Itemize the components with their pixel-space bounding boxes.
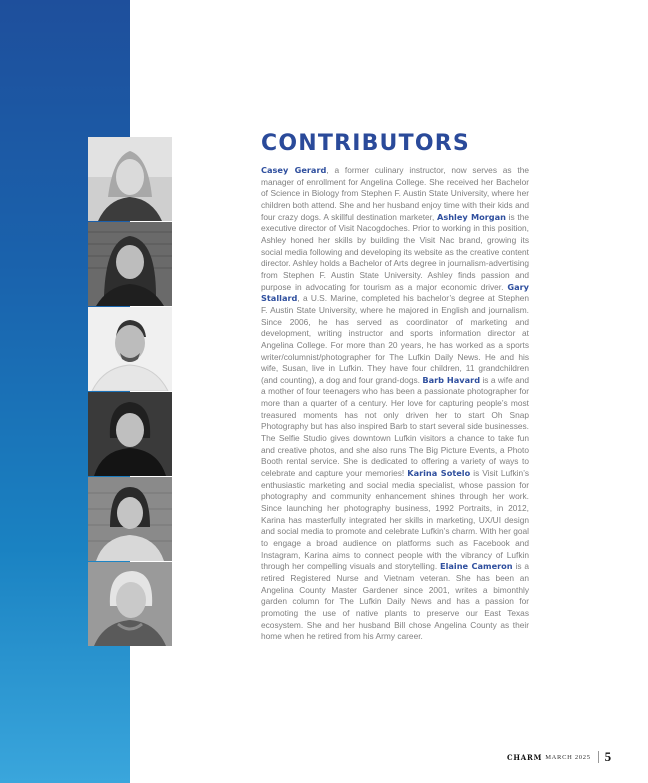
contributor-name-barb-havard: Barb Havard <box>422 374 481 385</box>
contributor-bio-casey-gerard: , a former culinary instructor, now serves as the manager of enrollment for Angelina College. She received her Bachelor of Science in Biology from Stephen F. Austin State University, where her children both attend. She and her husband enjoy time with their kids and four crazy dogs. A skillful destination marketer, <box>261 165 529 222</box>
contributor-name-casey-gerard: Casey Gerard <box>261 165 327 175</box>
contributor-bio-barb-havard: is a wife and a mother of four teenagers who has been a passionate photographer for more than a quarter of a century. Her love for capturing people’s most treasured moments has not only driven her to start Oh Snap Photography but has also inspired Barb to start several side businesses. The Selfie Studio gives downtown Lufkin visitors a chance to take fun and creative photos, and she also runs The Big Picture Events, a Photo Booth rental service. She is dedicated to offering a variety of ways to celebrate and capture your memories! <box>261 374 529 479</box>
contributor-photo-gary-stallard <box>88 307 172 391</box>
contributor-name-karina-sotelo: Karina Sotelo <box>407 468 471 479</box>
contributor-photo-casey-gerard <box>88 137 172 221</box>
contributors-bio-text <box>261 165 529 643</box>
contributor-photo-karina-sotelo <box>88 477 172 561</box>
magazine-brand: CHARM <box>507 752 543 762</box>
contributor-bio-elaine-cameron: is a retired Registered Nurse and Vietnam veteran. She has been an Angelina County Master Gardener since 2001, writes a bimonthly garden column for The Lufkin Daily News and has a passion for promoting the use of native plants to preserve our East Texas ecosystem. She and her husband Bill chose Angelina County as their home when he retired from his Army career. <box>261 561 529 642</box>
page-title: CONTRIBUTORS <box>261 131 470 156</box>
contributor-photo-ashley-morgan <box>88 222 172 306</box>
issue-date: MARCH 2025 <box>545 753 591 761</box>
contributor-photo-elaine-cameron <box>88 562 172 646</box>
contributor-name-ashley-morgan: Ashley Morgan <box>437 211 506 222</box>
footer-divider <box>598 751 599 763</box>
contributor-name-gary-stallard: Gary Stallard <box>261 281 529 304</box>
contributor-photo-barb-havard <box>88 392 172 476</box>
page-footer <box>507 750 611 764</box>
contributor-bio-ashley-morgan: is the executive director of Visit Nacogdoches. Prior to working in this position, Ashley honed her skills by building the Visit Nac brand, growing its social media following and developing its website as the creative content director. Ashley holds a Bachelor of Arts degree in journalism-advertising from Stephen F. Austin State University. Ashley finds passion and purpose in advocating for tourism as a major economic driver. <box>261 211 529 292</box>
contributor-photo-column <box>88 137 172 647</box>
page-number: 5 <box>604 749 612 764</box>
contributor-name-elaine-cameron: Elaine Cameron <box>440 561 513 572</box>
contributor-bio-karina-sotelo: is Visit Lufkin’s enthusiastic marketing and social media specialist, whose passion for photography and community enhancement shines through her work. Since launching her photography business, 1992 Portraits, in 2012, Karina has masterfully integrated her skills in marketing, UX/UI design and social media to promote and celebrate Lufkin’s charm. With her goal to engage a broad audience on platforms such as Facebook and Instagram, Karina aims to connect people with the vibrancy of Lufkin through her compelling visuals and storytelling. <box>261 468 529 572</box>
contributor-bio-gary-stallard: , a U.S. Marine, completed his bachelor’s degree at Stephen F. Austin State University, where he majored in English and journalism. Since 2006, he has served as coordinator of marketing and development, writing instructor and sports information director at Angelina College. For more than 20 years, he has worked as a sports writer/columnist/photographer for The Lufkin Daily News. He and his wife, Susan, live in Lufkin. They have four children, 11 grandchildren (and counting), a dog and four grand-dogs. <box>261 293 529 385</box>
